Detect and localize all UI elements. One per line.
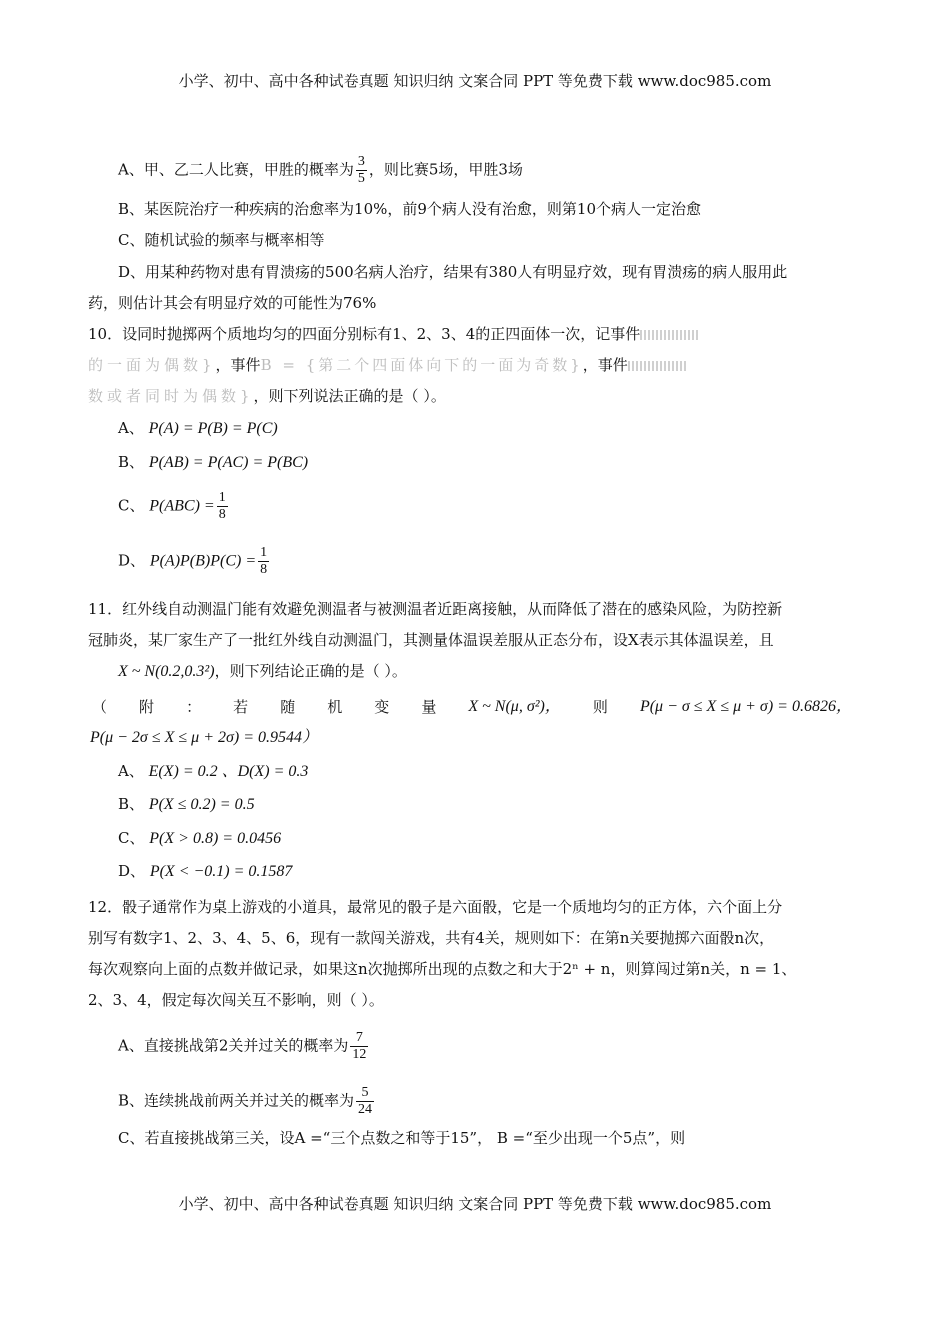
note-formula: P(μ − σ ≤ X ≤ μ + σ) = 0.6826， <box>639 698 852 715</box>
q11-note-line1 <box>92 697 852 717</box>
q11-text: ，则下列结论正确的是（ ）。 <box>214 662 407 680</box>
note-token: 附 <box>139 698 155 716</box>
q10-faint-text: 数或者同时为偶数} <box>88 387 254 405</box>
q10-stem-line3 <box>88 386 446 406</box>
q10-option-a <box>118 418 278 439</box>
note-token: ： <box>186 698 202 716</box>
note-token: 则 <box>592 698 608 716</box>
blurred-text <box>640 330 700 340</box>
q12-stem-line3: 每次观察向上面的点数并做记录，如果这n次抛掷所出现的点数之和大于2ⁿ + n，则算闯过第n关，n = 1、 <box>88 960 797 978</box>
note-token: 量 <box>421 698 437 716</box>
q11-option-b <box>118 794 255 815</box>
q12-stem-line2: 别写有数字1、2、3、4、5、6，现有一款闯关游戏，共有4关，规则如下：在第n关要抛掷六面骰n次， <box>88 929 775 947</box>
q10-text: ，事件 <box>215 356 261 374</box>
q10-stem-line2 <box>88 355 688 375</box>
q11-stem-line2: 冠肺炎，某厂家生产了一批红外线自动测温门，其测量体温误差服从正态分布，设X表示其体温误差，且 <box>88 631 774 649</box>
q9-option-d: D、用某种药物对患有胃溃疡的500名病人治疗，结果有380人有明显疗效，现有胃溃疡的病人服用此 <box>118 263 788 281</box>
q12-option-b <box>118 1085 376 1118</box>
denominator: 12 <box>352 1047 367 1062</box>
fraction <box>356 1085 374 1118</box>
denominator: 8 <box>260 562 268 577</box>
option-label: B、 <box>118 795 145 813</box>
option-text: B、连续挑战前两关并过关的概率为 <box>118 1091 355 1110</box>
formula: P(X > 0.8) = 0.0456 <box>149 830 282 847</box>
option-label: D、 <box>118 551 146 570</box>
q9-option-b: B、某医院治疗一种疾病的治愈率为10%，前9个病人没有治愈，则第10个病人一定治愈 <box>118 200 701 218</box>
q12-option-a <box>118 1030 370 1063</box>
q9-fraction <box>356 154 367 187</box>
q9-option-c: C、随机试验的频率与概率相等 <box>118 231 325 249</box>
formula: P(ABC) = <box>149 497 215 515</box>
q10-event-b: B = {第二个四面体向下的一面为奇数} <box>260 356 583 374</box>
formula: P(X ≤ 0.2) = 0.5 <box>148 796 255 813</box>
numerator: 1 <box>218 490 226 505</box>
note-token: （ <box>92 698 108 716</box>
q10-option-b <box>118 452 308 473</box>
q9-option-a <box>118 154 523 187</box>
formula: P(X < −0.1) = 0.1587 <box>149 863 293 880</box>
q11-stem-line3 <box>118 661 407 682</box>
q12-stem-line4: 2、3、4，假定每次闯关互不影响，则（ ）。 <box>88 991 384 1009</box>
page-footer: 小学、初中、高中各种试卷真题 知识归纳 文案合同 PPT 等免费下载 www.doc985.com <box>178 1195 772 1213</box>
q9-option-a-text: A、甲、乙二人比赛，甲胜的概率为 <box>118 160 354 179</box>
q10-text: 10．设同时抛掷两个质地均匀的四面分别标有1、2、3、4的正四面体一次，记事件 <box>88 325 641 343</box>
q10-faint-text: 的一面为偶数} <box>88 356 216 374</box>
option-text: A、直接挑战第2关并过关的概率为 <box>118 1036 349 1055</box>
q10-option-c <box>118 490 230 523</box>
option-label: C、 <box>118 496 145 515</box>
numerator: 7 <box>355 1030 363 1045</box>
q11-option-d <box>118 861 292 882</box>
q11-note-line2: P(μ − 2σ ≤ X ≤ μ + 2σ) = 0.9544） <box>90 729 319 746</box>
q10-text: ，事件 <box>582 356 628 374</box>
numerator: 3 <box>357 154 365 169</box>
option-label: C、 <box>118 829 145 847</box>
option-label: A、 <box>118 419 144 437</box>
option-label: B、 <box>118 453 145 471</box>
q12-option-c: C、若直接挑战第三关，设A =“三个点数之和等于15”， B =“至少出现一个5点”，则 <box>118 1129 686 1147</box>
q11-option-a <box>118 761 308 782</box>
formula: X ~ N(0.2,0.3²) <box>118 663 215 680</box>
note-token: 机 <box>327 698 343 716</box>
formula: P(AB) = P(AC) = P(BC) <box>148 454 309 471</box>
q11-stem-line1: 11．红外线自动测温门能有效避免测温者与被测温者近距离接触，从而降低了潜在的感染风险，为防控新 <box>88 600 783 618</box>
formula: P(A) = P(B) = P(C) <box>148 420 278 437</box>
q11-option-c <box>118 828 281 849</box>
fraction <box>350 1030 368 1063</box>
formula: P(A)P(B)P(C) = <box>149 552 257 570</box>
q10-stem-line1 <box>88 324 700 344</box>
q9-option-d-cont: 药，则估计其会有明显疗效的可能性为76% <box>88 294 377 312</box>
q10-option-d <box>118 545 271 578</box>
option-label: A、 <box>118 762 144 780</box>
blurred-text <box>628 361 688 371</box>
numerator: 1 <box>260 545 268 560</box>
option-label: D、 <box>118 862 146 880</box>
denominator: 24 <box>358 1102 373 1117</box>
formula: E(X) = 0.2 、D(X) = 0.3 <box>148 763 309 780</box>
note-token: 随 <box>280 698 296 716</box>
fraction <box>258 545 269 578</box>
denominator: 5 <box>357 171 365 186</box>
numerator: 5 <box>361 1085 369 1100</box>
q10-text: ，则下列说法正确的是（ ）。 <box>253 387 446 405</box>
page-header: 小学、初中、高中各种试卷真题 知识归纳 文案合同 PPT 等免费下载 www.doc985.com <box>178 72 772 90</box>
note-token: 若 <box>233 698 249 716</box>
note-formula: X ~ N(μ, σ²)， <box>468 698 561 715</box>
note-token: 变 <box>374 698 390 716</box>
q12-stem-line1: 12．骰子通常作为桌上游戏的小道具，最常见的骰子是六面骰，它是一个质地均匀的正方体，六个面上分 <box>88 898 783 916</box>
denominator: 8 <box>218 507 226 522</box>
fraction <box>217 490 228 523</box>
q9-option-a-tail: ，则比赛5场，甲胜3场 <box>368 160 523 179</box>
